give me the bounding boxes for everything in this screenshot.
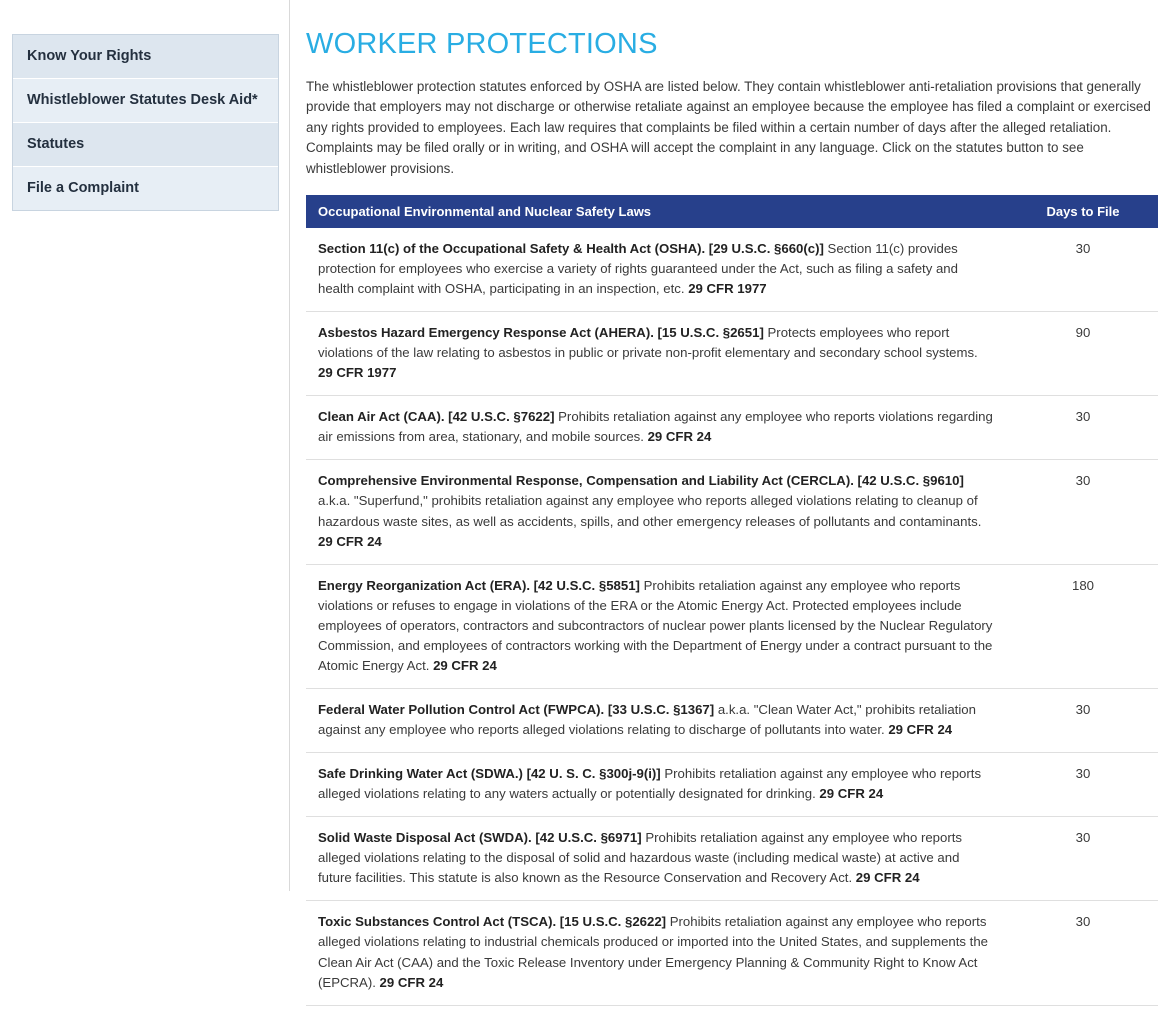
days-to-file-cell: 90: [1008, 312, 1158, 396]
sidebar: [0, 0, 290, 891]
law-cell: [306, 901, 1008, 1005]
table-row: [306, 396, 1158, 460]
table-row: [306, 688, 1158, 752]
table-row: [306, 312, 1158, 396]
law-description: Section 11(c) provides protection for employees who exercise a variety of rights guaranteed under the Act, such as filing a safety and health complaint with OSHA, participating in an inspection, etc.: [318, 240, 958, 296]
table-row: [306, 564, 1158, 688]
law-description: a.k.a. "Clean Water Act," prohibits retaliation against any employee who reports alleged violations relating to discharge of pollutants into water.: [318, 701, 976, 737]
law-cfr-reference: 29 CFR 1977: [318, 365, 397, 381]
law-title: Federal Water Pollution Control Act (FWPCA). [33 U.S.C. §1367]: [318, 701, 715, 717]
days-to-file-cell: 30: [1008, 753, 1158, 817]
table-body: [306, 228, 1158, 1005]
sidebar-item-whistleblower-statutes-desk-aid[interactable]: [13, 79, 278, 123]
whistleblower-statutes-table: [306, 195, 1158, 1006]
law-title: Solid Waste Disposal Act (SWDA). [42 U.S.C. §6971]: [318, 830, 642, 846]
law-title: Section 11(c) of the Occupational Safety & Health Act (OSHA). [29 U.S.C. §660(c)]: [318, 240, 824, 256]
days-to-file-cell: 30: [1008, 688, 1158, 752]
law-description: a.k.a. "Superfund," prohibits retaliation against any employee who reports alleged violations relating to cleanup of hazardous waste sites, as well as accidents, spills, and other emergency releases of pollutants and contaminants.: [318, 493, 982, 529]
sidebar-nav: [12, 34, 279, 211]
law-title: Safe Drinking Water Act (SDWA.) [42 U. S. C. §300j-9(i)]: [318, 766, 661, 782]
column-header-days-to-file: Days to File: [1008, 195, 1158, 228]
table-header-row: [306, 195, 1158, 228]
law-cfr-reference: 29 CFR 1977: [688, 281, 767, 296]
law-description: Prohibits retaliation against any employee who reports alleged violations relating to the disposal of solid and hazardous waste (including medical waste) at active and future facilities. This statute is also known as the Resource Conservation and Recovery Act.: [318, 830, 962, 886]
law-cell: [306, 312, 1008, 396]
law-description: Prohibits retaliation against any employee who reports violations regarding air emissions from area, stationary, and mobile sources.: [318, 409, 993, 445]
law-cfr-reference: 29 CFR 24: [433, 657, 497, 673]
days-to-file-cell: 180: [1008, 564, 1158, 688]
page-title: WORKER PROTECTIONS: [306, 28, 658, 60]
sidebar-item-know-your-rights[interactable]: [13, 35, 278, 79]
sidebar-item-label: Whistleblower Statutes Desk Aid*: [27, 91, 258, 108]
table-header: [306, 195, 1158, 228]
column-header-laws: Occupational Environmental and Nuclear Safety Laws: [306, 195, 1008, 228]
law-title: Comprehensive Environmental Response, Compensation and Liability Act (CERCLA). [42 U.S.C. §9610]: [318, 473, 964, 489]
law-cell: [306, 228, 1008, 312]
law-title: Toxic Substances Control Act (TSCA). [15 U.S.C. §2622]: [318, 914, 667, 930]
days-to-file-cell: 30: [1008, 460, 1158, 564]
law-cell: [306, 564, 1008, 688]
law-cell: [306, 396, 1008, 460]
law-description: Prohibits retaliation against any employee who reports violations or refuses to engage in violations of the ERA or the Atomic Energy Act. Protected employees include employees of operators, contractors and subcontractors of nuclear power plants licensed by the Nuclear Regulatory Commission, and employees of contractors working with the Department of Energy under a contract pursuant to the Atomic Energy Act.: [318, 577, 993, 673]
table-row: [306, 228, 1158, 312]
sidebar-item-statutes[interactable]: [13, 123, 278, 167]
table-row: [306, 901, 1158, 1005]
law-description: Protects employees who report violations of the law relating to asbestos in public or private non-profit elementary and secondary school systems.: [318, 325, 978, 361]
main-content: [290, 0, 1176, 1026]
law-cfr-reference: 29 CFR 24: [318, 533, 382, 549]
law-title: Clean Air Act (CAA). [42 U.S.C. §7622]: [318, 409, 555, 425]
table-row: [306, 753, 1158, 817]
law-cfr-reference: 29 CFR 24: [379, 974, 444, 990]
law-cfr-reference: 29 CFR 24: [888, 722, 953, 737]
days-to-file-cell: 30: [1008, 396, 1158, 460]
law-title: Asbestos Hazard Emergency Response Act (AHERA). [15 U.S.C. §2651]: [318, 325, 764, 341]
law-cfr-reference: 29 CFR 24: [819, 786, 884, 802]
law-description: Prohibits retaliation against any employee who reports alleged violations relating to any waters actually or potentially designated for drinking.: [318, 766, 982, 802]
days-to-file-cell: 30: [1008, 817, 1158, 901]
table-row: [306, 817, 1158, 901]
law-description: Prohibits retaliation against any employee who reports alleged violations relating to industrial chemicals produced or imported into the United States, and supplements the Clean Air Act (CAA) and the Toxic Release Inventory under Emergency Planning & Community Right to Know Act (EPCRA).: [318, 914, 989, 990]
law-cell: [306, 688, 1008, 752]
law-cell: [306, 753, 1008, 817]
sidebar-item-file-a-complaint[interactable]: [13, 167, 278, 210]
table-row: [306, 460, 1158, 564]
days-to-file-cell: 30: [1008, 228, 1158, 312]
sidebar-item-label: File a Complaint: [27, 179, 139, 196]
law-cell: [306, 817, 1008, 901]
law-cfr-reference: 29 CFR 24: [647, 429, 712, 445]
intro-paragraph: The whistleblower protection statutes enforced by OSHA are listed below. They contain whistleblower anti-retaliation provisions that generally provide that employers may not discharge or otherwise retaliate against an employee because the employee has filed a complaint or exercised any rights provided to employees. Each law requires that complaints be filed within a certain number of days after the alleged retaliation. Complaints may be filed orally or in writing, and OSHA will accept the complaint in any language. Click on the statutes button to see whistleblower provisions.: [306, 79, 1151, 176]
days-to-file-cell: 30: [1008, 901, 1158, 1005]
law-cfr-reference: 29 CFR 24: [855, 870, 920, 886]
law-cell: [306, 460, 1008, 564]
sidebar-item-label: Know Your Rights: [27, 48, 152, 64]
law-title: Energy Reorganization Act (ERA). [42 U.S.C. §5851]: [318, 577, 640, 593]
sidebar-item-label: Statutes: [27, 135, 85, 152]
